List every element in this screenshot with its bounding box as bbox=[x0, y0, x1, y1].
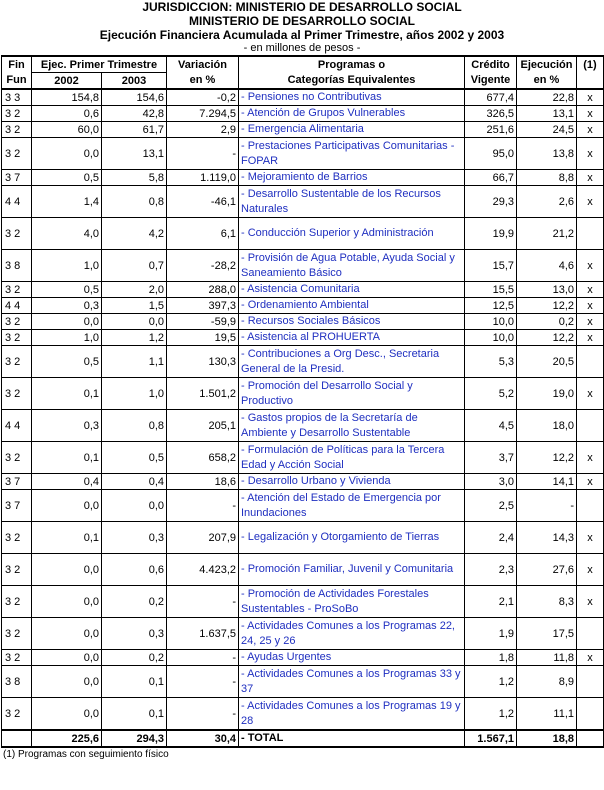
follow-mark: x bbox=[577, 378, 604, 410]
variation: - bbox=[167, 586, 239, 618]
value-2003: 0,8 bbox=[102, 186, 167, 218]
follow-mark: x bbox=[577, 106, 604, 122]
program-label: - Actividades Comunes a los Programas 19 y 28 bbox=[239, 698, 465, 731]
value-2002: 0,0 bbox=[32, 138, 102, 170]
program-label: - Atención de Grupos Vulnerables bbox=[239, 106, 465, 122]
fin-fun: 3 2 bbox=[2, 618, 32, 650]
value-2002: 4,0 bbox=[32, 218, 102, 250]
follow-mark: x bbox=[577, 250, 604, 282]
follow-mark: x bbox=[577, 314, 604, 330]
total-mark bbox=[577, 730, 604, 747]
follow-mark bbox=[577, 490, 604, 522]
col-cred-vig: Vigente bbox=[465, 73, 517, 90]
program-label: - Formulación de Políticas para la Tercera Edad y Acción Social bbox=[239, 442, 465, 474]
col-fin: Fin bbox=[2, 56, 32, 73]
variation: -0,2 bbox=[167, 89, 239, 106]
program-label: - Pensiones no Contributivas bbox=[239, 89, 465, 106]
fin-fun: 3 7 bbox=[2, 490, 32, 522]
table-row bbox=[2, 250, 604, 282]
value-2002: 0,0 bbox=[32, 490, 102, 522]
table-row bbox=[2, 106, 604, 122]
fin-fun: 3 2 bbox=[2, 122, 32, 138]
value-2003: 0,3 bbox=[102, 618, 167, 650]
ministry-title: MINISTERIO DE DESARROLLO SOCIAL bbox=[188, 14, 415, 28]
col-var: Variación bbox=[167, 56, 239, 73]
credit: 10,0 bbox=[465, 330, 517, 346]
follow-mark: x bbox=[577, 282, 604, 298]
value-2002: 0,1 bbox=[32, 378, 102, 410]
credit: 1,8 bbox=[465, 650, 517, 666]
program-label: - Promoción Familiar, Juvenil y Comunitaria bbox=[239, 554, 465, 586]
value-2003: 0,4 bbox=[102, 474, 167, 490]
follow-mark bbox=[577, 410, 604, 442]
program-label: - Ordenamiento Ambiental bbox=[239, 298, 465, 314]
follow-mark bbox=[577, 218, 604, 250]
header-row-2 bbox=[2, 73, 604, 90]
execution-pct: 24,5 bbox=[517, 122, 577, 138]
program-label: - Atención del Estado de Emergencia por Inundaciones bbox=[239, 490, 465, 522]
total-ff bbox=[2, 730, 32, 747]
fin-fun: 3 2 bbox=[2, 218, 32, 250]
value-2002: 0,5 bbox=[32, 346, 102, 378]
value-2002: 0,4 bbox=[32, 474, 102, 490]
value-2003: 154,6 bbox=[102, 89, 167, 106]
value-2002: 0,3 bbox=[32, 410, 102, 442]
variation: - bbox=[167, 666, 239, 698]
credit: 5,2 bbox=[465, 378, 517, 410]
credit: 326,5 bbox=[465, 106, 517, 122]
table-row bbox=[2, 474, 604, 490]
value-2003: 0,7 bbox=[102, 250, 167, 282]
value-2003: 0,2 bbox=[102, 650, 167, 666]
value-2003: 2,0 bbox=[102, 282, 167, 298]
value-2002: 60,0 bbox=[32, 122, 102, 138]
table-row bbox=[2, 170, 604, 186]
table-row bbox=[2, 698, 604, 731]
value-2002: 154,8 bbox=[32, 89, 102, 106]
table-row bbox=[2, 122, 604, 138]
execution-pct: 12,2 bbox=[517, 298, 577, 314]
total-2002: 225,6 bbox=[32, 730, 102, 747]
execution-pct: 4,6 bbox=[517, 250, 577, 282]
follow-mark: x bbox=[577, 298, 604, 314]
col-ejec: Ejec. Primer Trimestre bbox=[32, 56, 167, 73]
col-2002: 2002 bbox=[32, 73, 102, 90]
follow-mark: x bbox=[577, 650, 604, 666]
execution-pct: 12,2 bbox=[517, 442, 577, 474]
variation: 658,2 bbox=[167, 442, 239, 474]
fin-fun: 3 2 bbox=[2, 138, 32, 170]
execution-pct: 13,1 bbox=[517, 106, 577, 122]
variation: 207,9 bbox=[167, 522, 239, 554]
value-2002: 0,0 bbox=[32, 650, 102, 666]
execution-pct: 13,8 bbox=[517, 138, 577, 170]
col-fun: Fun bbox=[2, 73, 32, 90]
value-2002: 0,5 bbox=[32, 170, 102, 186]
execution-pct: 12,2 bbox=[517, 330, 577, 346]
value-2003: 5,8 bbox=[102, 170, 167, 186]
value-2002: 0,0 bbox=[32, 666, 102, 698]
table-row bbox=[2, 218, 604, 250]
value-2003: 1,0 bbox=[102, 378, 167, 410]
fin-fun: 4 4 bbox=[2, 298, 32, 314]
value-2002: 0,6 bbox=[32, 106, 102, 122]
table-row bbox=[2, 186, 604, 218]
program-label: - Contribuciones a Org Desc., Secretaria General de la Presid. bbox=[239, 346, 465, 378]
fin-fun: 3 3 bbox=[2, 89, 32, 106]
program-label: - Actividades Comunes a los Programas 22, 24, 25 y 26 bbox=[239, 618, 465, 650]
table-row bbox=[2, 442, 604, 474]
table-row bbox=[2, 618, 604, 650]
table-row bbox=[2, 346, 604, 378]
follow-mark: x bbox=[577, 186, 604, 218]
value-2003: 0,0 bbox=[102, 490, 167, 522]
table-row bbox=[2, 522, 604, 554]
fin-fun: 3 2 bbox=[2, 346, 32, 378]
execution-pct: 20,5 bbox=[517, 346, 577, 378]
col-var-pct: en % bbox=[167, 73, 239, 90]
report-header bbox=[0, 0, 604, 55]
program-label: - Asistencia Comunitaria bbox=[239, 282, 465, 298]
credit: 19,9 bbox=[465, 218, 517, 250]
variation: 397,3 bbox=[167, 298, 239, 314]
fin-fun: 3 7 bbox=[2, 170, 32, 186]
value-2002: 0,0 bbox=[32, 586, 102, 618]
value-2003: 1,1 bbox=[102, 346, 167, 378]
execution-pct: 22,8 bbox=[517, 89, 577, 106]
fin-fun: 3 8 bbox=[2, 250, 32, 282]
follow-mark: x bbox=[577, 170, 604, 186]
fin-fun: 3 2 bbox=[2, 522, 32, 554]
fin-fun: 3 2 bbox=[2, 554, 32, 586]
units-subtitle: - en millones de pesos - bbox=[243, 42, 361, 54]
credit: 15,7 bbox=[465, 250, 517, 282]
table-row bbox=[2, 298, 604, 314]
program-label: - Promoción del Desarrollo Social y Productivo bbox=[239, 378, 465, 410]
table-row bbox=[2, 314, 604, 330]
variation: 7.294,5 bbox=[167, 106, 239, 122]
jurisdiction-title: JURISDICCION: MINISTERIO DE DESARROLLO SOCIAL bbox=[142, 0, 462, 14]
variation: - bbox=[167, 698, 239, 731]
credit: 2,1 bbox=[465, 586, 517, 618]
fin-fun: 3 2 bbox=[2, 330, 32, 346]
execution-pct: 27,6 bbox=[517, 554, 577, 586]
table-row bbox=[2, 554, 604, 586]
table-row bbox=[2, 490, 604, 522]
execution-pct: 8,9 bbox=[517, 666, 577, 698]
execution-pct: 11,1 bbox=[517, 698, 577, 731]
value-2002: 0,0 bbox=[32, 618, 102, 650]
follow-mark bbox=[577, 666, 604, 698]
program-label: - Recursos Sociales Básicos bbox=[239, 314, 465, 330]
value-2003: 0,8 bbox=[102, 410, 167, 442]
credit: 2,3 bbox=[465, 554, 517, 586]
variation: 130,3 bbox=[167, 346, 239, 378]
fin-fun: 3 2 bbox=[2, 650, 32, 666]
table-row bbox=[2, 282, 604, 298]
value-2003: 0,1 bbox=[102, 666, 167, 698]
credit: 677,4 bbox=[465, 89, 517, 106]
program-label: - Desarrollo Urbano y Vivienda bbox=[239, 474, 465, 490]
follow-mark: x bbox=[577, 522, 604, 554]
table-row bbox=[2, 89, 604, 106]
fin-fun: 3 7 bbox=[2, 474, 32, 490]
credit: 12,5 bbox=[465, 298, 517, 314]
fin-fun: 3 2 bbox=[2, 314, 32, 330]
credit: 66,7 bbox=[465, 170, 517, 186]
variation: 1.501,2 bbox=[167, 378, 239, 410]
value-2002: 0,1 bbox=[32, 522, 102, 554]
execution-pct: 2,6 bbox=[517, 186, 577, 218]
program-label: - Asistencia al PROHUERTA bbox=[239, 330, 465, 346]
fin-fun: 4 4 bbox=[2, 410, 32, 442]
fin-fun: 3 2 bbox=[2, 106, 32, 122]
variation: 6,1 bbox=[167, 218, 239, 250]
variation: - bbox=[167, 138, 239, 170]
fin-fun: 3 2 bbox=[2, 698, 32, 731]
execution-pct: - bbox=[517, 490, 577, 522]
credit: 3,7 bbox=[465, 442, 517, 474]
variation: -59,9 bbox=[167, 314, 239, 330]
program-label: - Conducción Superior y Administración bbox=[239, 218, 465, 250]
program-label: - Legalización y Otorgamiento de Tierras bbox=[239, 522, 465, 554]
program-label: - Emergencia Alimentaria bbox=[239, 122, 465, 138]
execution-pct: 0,2 bbox=[517, 314, 577, 330]
col-2003: 2003 bbox=[102, 73, 167, 90]
value-2002: 1,0 bbox=[32, 330, 102, 346]
col-ejecp-pct: en % bbox=[517, 73, 577, 90]
follow-mark: x bbox=[577, 586, 604, 618]
credit: 10,0 bbox=[465, 314, 517, 330]
total-ejec: 18,8 bbox=[517, 730, 577, 747]
value-2003: 42,8 bbox=[102, 106, 167, 122]
value-2003: 0,2 bbox=[102, 586, 167, 618]
table-row bbox=[2, 666, 604, 698]
fin-fun: 3 2 bbox=[2, 586, 32, 618]
value-2003: 0,3 bbox=[102, 522, 167, 554]
value-2003: 0,1 bbox=[102, 698, 167, 731]
credit: 2,4 bbox=[465, 522, 517, 554]
value-2003: 4,2 bbox=[102, 218, 167, 250]
table-row bbox=[2, 650, 604, 666]
value-2002: 0,5 bbox=[32, 282, 102, 298]
header-row-1 bbox=[2, 56, 604, 73]
total-label: - TOTAL bbox=[239, 730, 465, 747]
credit: 2,5 bbox=[465, 490, 517, 522]
follow-mark bbox=[577, 346, 604, 378]
table-body bbox=[2, 89, 604, 730]
credit: 1,9 bbox=[465, 618, 517, 650]
variation: 1.119,0 bbox=[167, 170, 239, 186]
follow-mark: x bbox=[577, 554, 604, 586]
execution-pct: 19,0 bbox=[517, 378, 577, 410]
credit: 29,3 bbox=[465, 186, 517, 218]
fin-fun: 4 4 bbox=[2, 186, 32, 218]
execution-pct: 13,0 bbox=[517, 282, 577, 298]
variation: 288,0 bbox=[167, 282, 239, 298]
col-mark: (1) bbox=[577, 56, 604, 73]
total-2003: 294,3 bbox=[102, 730, 167, 747]
execution-pct: 8,8 bbox=[517, 170, 577, 186]
execution-pct: 14,1 bbox=[517, 474, 577, 490]
value-2002: 0,0 bbox=[32, 698, 102, 731]
credit: 3,0 bbox=[465, 474, 517, 490]
execution-pct: 14,3 bbox=[517, 522, 577, 554]
col-cred: Crédito bbox=[465, 56, 517, 73]
program-label: - Provisión de Agua Potable, Ayuda Social y Saneamiento Básico bbox=[239, 250, 465, 282]
value-2003: 1,5 bbox=[102, 298, 167, 314]
variation: 4.423,2 bbox=[167, 554, 239, 586]
value-2003: 0,6 bbox=[102, 554, 167, 586]
value-2003: 0,5 bbox=[102, 442, 167, 474]
execution-pct: 11,8 bbox=[517, 650, 577, 666]
table-row bbox=[2, 378, 604, 410]
table-row bbox=[2, 586, 604, 618]
program-label: - Mejoramiento de Barrios bbox=[239, 170, 465, 186]
table-row bbox=[2, 330, 604, 346]
value-2002: 0,0 bbox=[32, 314, 102, 330]
follow-mark bbox=[577, 618, 604, 650]
variation: 19,5 bbox=[167, 330, 239, 346]
value-2003: 13,1 bbox=[102, 138, 167, 170]
fin-fun: 3 2 bbox=[2, 378, 32, 410]
program-label: - Ayudas Urgentes bbox=[239, 650, 465, 666]
follow-mark: x bbox=[577, 442, 604, 474]
table-row bbox=[2, 410, 604, 442]
program-label: - Gastos propios de la Secretaría de Ambiente y Desarrollo Sustentable bbox=[239, 410, 465, 442]
variation: 205,1 bbox=[167, 410, 239, 442]
variation: 1.637,5 bbox=[167, 618, 239, 650]
value-2002: 0,1 bbox=[32, 442, 102, 474]
credit: 1,2 bbox=[465, 666, 517, 698]
value-2002: 1,0 bbox=[32, 250, 102, 282]
credit: 5,3 bbox=[465, 346, 517, 378]
program-label: - Promoción de Actividades Forestales Sustentables - ProSoBo bbox=[239, 586, 465, 618]
total-var: 30,4 bbox=[167, 730, 239, 747]
total-row bbox=[2, 730, 604, 747]
value-2003: 1,2 bbox=[102, 330, 167, 346]
follow-mark: x bbox=[577, 138, 604, 170]
footnote: (1) Programas con seguimiento físico bbox=[3, 749, 169, 760]
value-2003: 61,7 bbox=[102, 122, 167, 138]
variation: -46,1 bbox=[167, 186, 239, 218]
execution-table bbox=[1, 55, 604, 748]
credit: 4,5 bbox=[465, 410, 517, 442]
table-row bbox=[2, 138, 604, 170]
variation: - bbox=[167, 490, 239, 522]
total-cred: 1.567,1 bbox=[465, 730, 517, 747]
program-label: - Actividades Comunes a los Programas 33 y 37 bbox=[239, 666, 465, 698]
value-2002: 1,4 bbox=[32, 186, 102, 218]
follow-mark: x bbox=[577, 122, 604, 138]
report-title: Ejecución Financiera Acumulada al Primer Trimestre, años 2002 y 2003 bbox=[99, 28, 505, 42]
follow-mark: x bbox=[577, 474, 604, 490]
follow-mark: x bbox=[577, 330, 604, 346]
follow-mark bbox=[577, 698, 604, 731]
fin-fun: 3 8 bbox=[2, 666, 32, 698]
col-ejecp: Ejecución bbox=[517, 56, 577, 73]
variation: 18,6 bbox=[167, 474, 239, 490]
credit: 95,0 bbox=[465, 138, 517, 170]
execution-pct: 18,0 bbox=[517, 410, 577, 442]
credit: 15,5 bbox=[465, 282, 517, 298]
col-mark-blank bbox=[577, 73, 604, 90]
col-prog-cat: Categorías Equivalentes bbox=[239, 73, 465, 90]
value-2002: 0,3 bbox=[32, 298, 102, 314]
value-2002: 0,0 bbox=[32, 554, 102, 586]
credit: 251,6 bbox=[465, 122, 517, 138]
col-prog: Programas o bbox=[239, 56, 465, 73]
credit: 1,2 bbox=[465, 698, 517, 731]
fin-fun: 3 2 bbox=[2, 282, 32, 298]
execution-pct: 17,5 bbox=[517, 618, 577, 650]
fin-fun: 3 2 bbox=[2, 442, 32, 474]
value-2003: 0,0 bbox=[102, 314, 167, 330]
variation: 2,9 bbox=[167, 122, 239, 138]
variation: -28,2 bbox=[167, 250, 239, 282]
follow-mark: x bbox=[577, 89, 604, 106]
execution-pct: 21,2 bbox=[517, 218, 577, 250]
execution-pct: 8,3 bbox=[517, 586, 577, 618]
program-label: - Prestaciones Participativas Comunitarias - FOPAR bbox=[239, 138, 465, 170]
program-label: - Desarrollo Sustentable de los Recursos Naturales bbox=[239, 186, 465, 218]
variation: - bbox=[167, 650, 239, 666]
